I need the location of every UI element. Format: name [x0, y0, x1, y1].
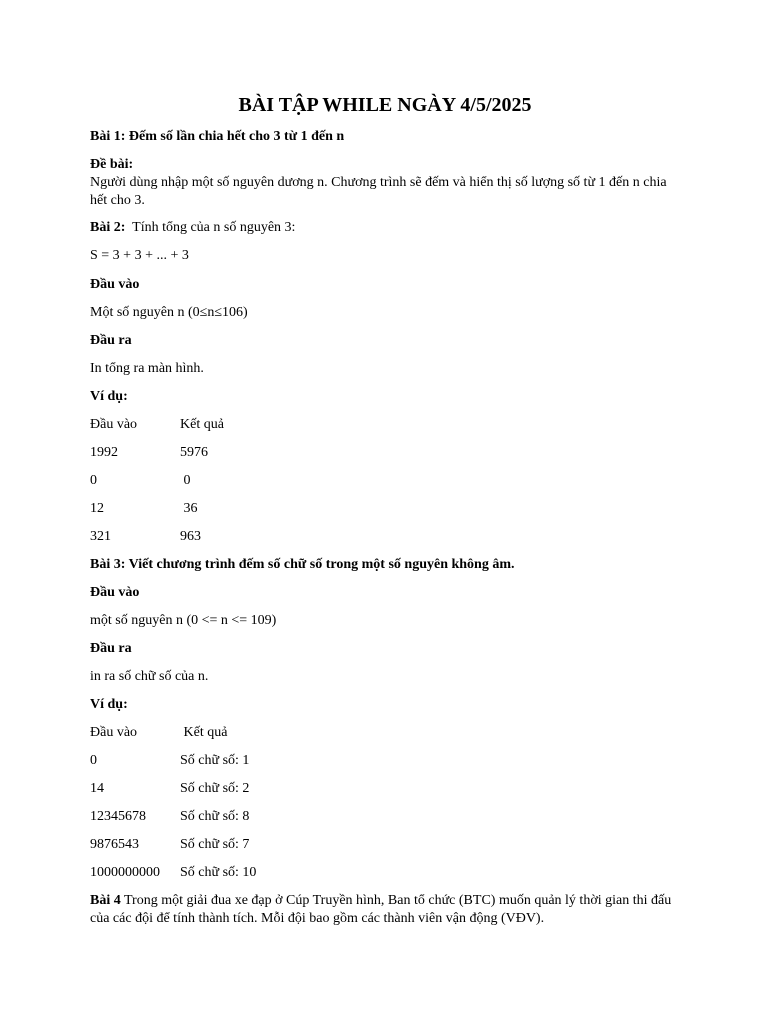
bai1-de-bai-label: Đề bài: — [90, 157, 134, 172]
page-title: BÀI TẬP WHILE NGÀY 4/5/2025 — [238, 94, 532, 116]
table-header-input: Đầu vào — [90, 417, 138, 432]
table-row — [90, 500, 490, 518]
table-header-result: Kết quả — [180, 417, 224, 432]
table-cell-input: 1992 — [90, 445, 118, 460]
bai3-input-text: một số nguyên n (0 <= n <= 109) — [90, 613, 277, 628]
bai3-output-text: in ra số chữ số của n. — [90, 669, 209, 684]
table-row — [90, 472, 490, 490]
table-cell-result: Số chữ số: 8 — [180, 809, 250, 824]
table-cell-result: Số chữ số: 2 — [180, 781, 250, 796]
bai2-heading: Bài 2: Tính tổng của n số nguyên 3: — [90, 220, 296, 235]
table-cell-input: 14 — [90, 781, 104, 796]
table-header-input: Đầu vào — [90, 725, 138, 740]
table-cell-result: Số chữ số: 10 — [180, 865, 257, 880]
bai3-table-header — [90, 724, 490, 742]
table-cell-input: 1000000000 — [90, 865, 160, 880]
bai3-output-label: Đầu ra — [90, 641, 132, 656]
table-row — [90, 444, 490, 462]
bai2-example-label: Ví dụ: — [90, 389, 128, 404]
table-row — [90, 780, 490, 798]
table-cell-result: 5976 — [180, 445, 208, 460]
table-cell-result: 963 — [180, 529, 201, 544]
table-cell-input: 0 — [90, 753, 97, 768]
table-row — [90, 836, 490, 854]
bai2-input-text: Một số nguyên n (0≤n≤106) — [90, 305, 248, 320]
table-cell-input: 12 — [90, 501, 104, 516]
table-cell-input: 12345678 — [90, 809, 146, 824]
table-row — [90, 528, 490, 546]
bai2-output-label: Đầu ra — [90, 333, 132, 348]
table-cell-result: Số chữ số: 7 — [180, 837, 250, 852]
bai3-input-label: Đầu vào — [90, 585, 140, 600]
bai1-de-bai-text: Người dùng nhập một số nguyên dương n. Chương trình sẽ đếm và hiển thị số lượng số từ 1 đến n chia hết cho 3. — [90, 175, 667, 208]
table-row — [90, 808, 490, 826]
table-cell-input: 321 — [90, 529, 111, 544]
table-row — [90, 752, 490, 770]
bai2-output-text: In tổng ra màn hình. — [90, 361, 204, 376]
table-header-result: Kết quả — [180, 725, 228, 740]
bai4-paragraph: Bài 4 Trong một giải đua xe đạp ở Cúp Truyền hình, Ban tổ chức (BTC) muốn quản lý thời gian thi đấu của các đội để tính thành tích. Mỗi đội bao gồm các thành viên vận động (VĐV). — [90, 893, 672, 926]
table-cell-result: 36 — [180, 501, 198, 516]
bai2-formula: S = 3 + 3 + ... + 3 — [90, 248, 189, 263]
table-cell-input: 9876543 — [90, 837, 139, 852]
table-cell-input: 0 — [90, 473, 97, 488]
table-cell-result: Số chữ số: 1 — [180, 753, 250, 768]
bai3-example-label: Ví dụ: — [90, 697, 128, 712]
bai2-table-header — [90, 416, 490, 434]
table-row — [90, 864, 490, 882]
table-cell-result: 0 — [180, 473, 191, 488]
bai3-heading: Bài 3: Viết chương trình đếm số chữ số trong một số nguyên không âm. — [90, 557, 515, 572]
bai1-heading: Bài 1: Đếm số lần chia hết cho 3 từ 1 đến n — [90, 129, 345, 144]
bai2-input-label: Đầu vào — [90, 277, 140, 292]
